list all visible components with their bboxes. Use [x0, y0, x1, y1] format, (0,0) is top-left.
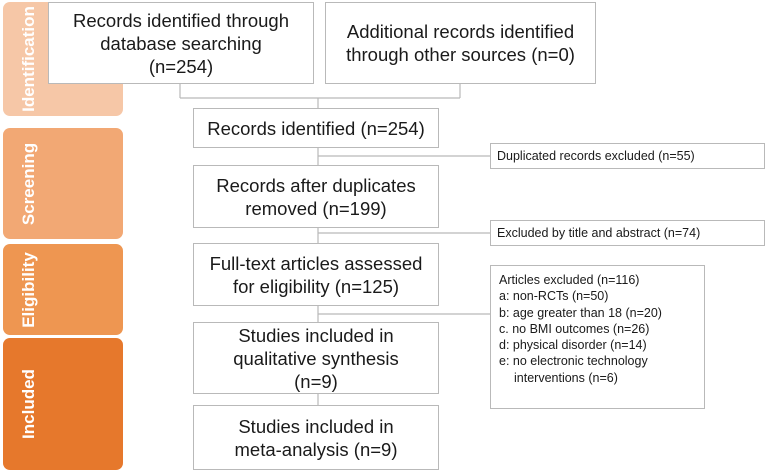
title-abstract-excluded-box [490, 220, 765, 246]
database-search-text: Records identified through database searching (n=254) [73, 9, 289, 77]
qualitative-synthesis-box [193, 322, 439, 394]
stage-identification-label: Identification [19, 6, 38, 112]
exclusion-reason-continued: interventions (n=6) [514, 370, 618, 385]
exclusion-reason: b: age greater than 18 (n=20) [499, 305, 662, 320]
qualitative-synthesis-text: Studies included in qualitative synthesis (n=9) [233, 324, 399, 392]
articles-excluded-box [490, 265, 705, 409]
after-duplicates-box [193, 165, 439, 228]
meta-analysis-text: Studies included in meta-analysis (n=9) [234, 415, 398, 460]
stage-included-label: Included [19, 369, 38, 439]
exclusion-reason: d: physical disorder (n=14) [499, 338, 647, 353]
other-sources-text: Additional records identified through other sources (n=0) [346, 21, 575, 65]
stage-screening-label: Screening [19, 142, 38, 225]
records-identified-text: Records identified (n=254) [207, 117, 425, 139]
title-abstract-excluded-text: Excluded by title and abstract (n=74) [497, 226, 701, 240]
duplicates-excluded-box [490, 143, 765, 169]
stage-eligibility-label: Eligibility [19, 251, 38, 328]
other-sources-box [325, 2, 596, 84]
records-identified-box [193, 108, 439, 148]
full-text-assessed-box [193, 243, 439, 306]
after-duplicates-text: Records after duplicates removed (n=199) [216, 174, 416, 219]
full-text-assessed-text: Full-text articles assessed for eligibility (n=125) [209, 252, 423, 297]
duplicates-excluded-text: Duplicated records excluded (n=55) [497, 149, 695, 163]
exclusion-reason: a: non-RCTs (n=50) [499, 289, 609, 304]
meta-analysis-box [193, 405, 439, 470]
articles-excluded-header: Articles excluded (n=116) [499, 273, 640, 287]
exclusion-reason: e: no electronic technology [499, 354, 648, 369]
exclusion-reason: c. no BMI outcomes (n=26) [499, 321, 650, 336]
database-search-box [48, 2, 314, 84]
